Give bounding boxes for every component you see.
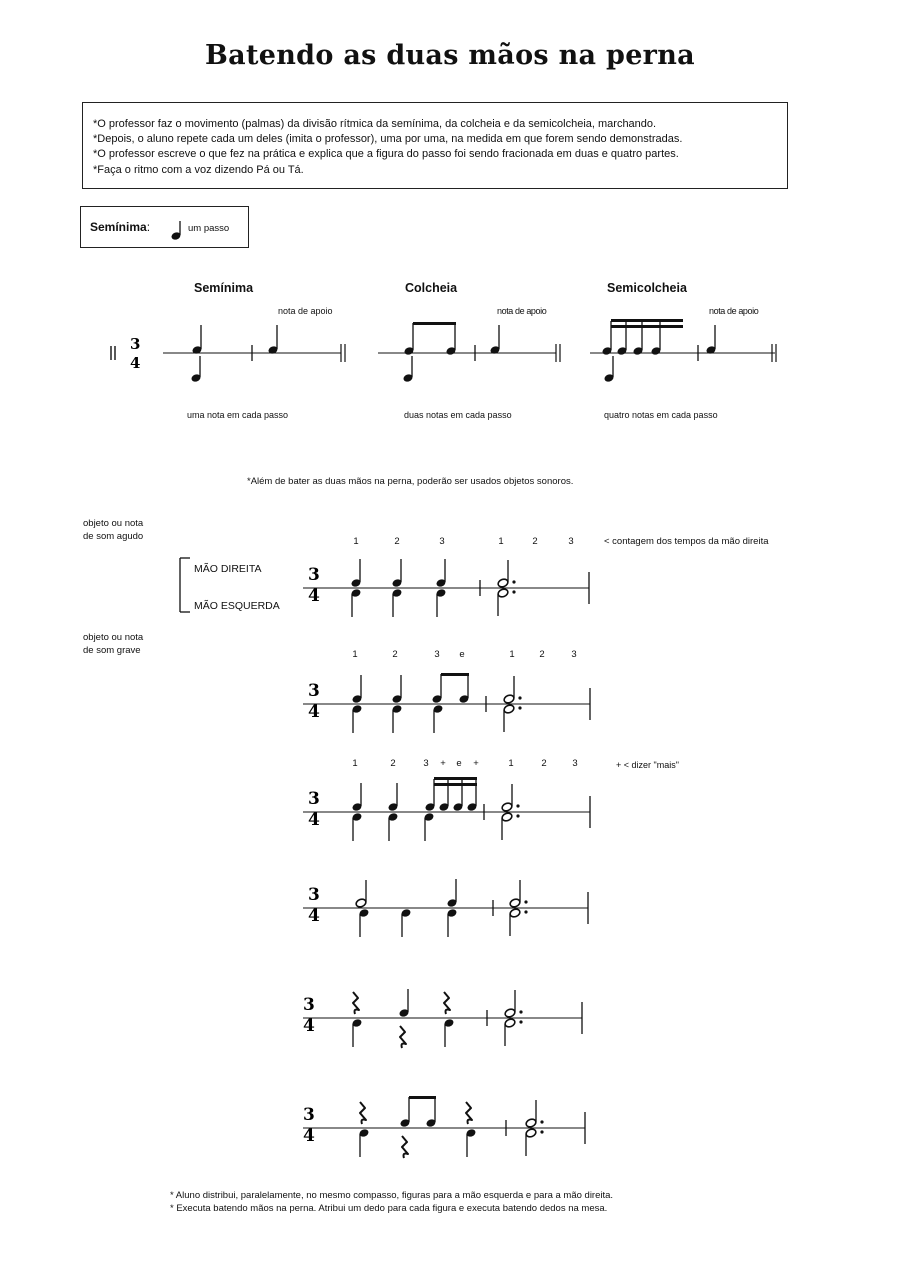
instruction-line: *O professor faz o movimento (palmas) da divisão rítmica da semínima, da colcheia e da semicolcheia, marchando. (93, 118, 657, 130)
augmentation-dot (512, 590, 515, 593)
count-label: + (440, 758, 446, 769)
dotted-half-note (525, 1118, 537, 1128)
mais-note: + < dizer "mais" (616, 760, 679, 770)
count-label: e (459, 649, 465, 660)
section-caption: uma nota em cada passo (187, 410, 289, 420)
time-signature-top: 3 (303, 1105, 315, 1125)
objects-note: *Além de bater as duas mãos na perna, poderão ser usados objetos sonoros. (247, 476, 574, 487)
right-hand-label: MÃO DIREITA (194, 563, 262, 575)
augmentation-dot (524, 910, 527, 913)
time-signature-top: 3 (308, 789, 320, 809)
quarter-rest (444, 992, 450, 1014)
count-label: 1 (353, 536, 359, 547)
section-title-colcheia: Colcheia (405, 281, 458, 295)
quarter-rest (402, 1136, 408, 1158)
augmentation-dot (524, 900, 527, 903)
count-label: 1 (352, 758, 358, 769)
count-label: 2 (532, 536, 538, 547)
right-hand-count-note: < contagem dos tempos da mão direita (604, 536, 769, 547)
time-signature-bottom: 4 (308, 586, 320, 606)
dotted-half-note (504, 1018, 516, 1028)
seminima-label: Semínima (90, 220, 147, 234)
dotted-half-note (497, 588, 509, 598)
quarter-rest (360, 1102, 366, 1124)
quarter-rest (400, 1026, 406, 1048)
quarter-rest (353, 992, 359, 1014)
dotted-half-note (525, 1128, 537, 1138)
augmentation-dot (516, 804, 519, 807)
augmentation-dot (518, 696, 521, 699)
time-signature-bottom: 4 (308, 810, 320, 830)
footer-line: * Executa batendo mãos na perna. Atribui um dedo para cada figura e executa batendo dedos na mesa. (170, 1203, 608, 1214)
count-label: 2 (390, 758, 396, 769)
half-note-head (355, 898, 367, 908)
instruction-line: *O professor escreve o que fez na prática e explica que a figura do passo foi sendo fracionada em duas e quatro partes. (93, 148, 679, 161)
dotted-half-note (509, 898, 521, 908)
low-sound-line: de som grave (83, 645, 141, 656)
support-note-label: nota de apoio (497, 306, 547, 316)
dotted-half-note (501, 802, 513, 812)
time-signature-bottom: 4 (303, 1016, 315, 1036)
eighth-beam (441, 673, 469, 676)
sixteenth-beam (611, 319, 683, 322)
count-label: 2 (539, 649, 545, 660)
time-signature-top: 3 (130, 335, 141, 353)
time-signature-bottom: 4 (303, 1126, 315, 1146)
augmentation-dot (516, 814, 519, 817)
count-label: 2 (541, 758, 547, 769)
count-label: 1 (352, 649, 358, 660)
count-label: 3 (571, 649, 577, 660)
augmentation-dot (518, 706, 521, 709)
section-caption: quatro notas em cada passo (604, 410, 718, 420)
augmentation-dot (512, 580, 515, 583)
eighth-beam (409, 1096, 436, 1099)
count-label: 3 (439, 536, 445, 547)
count-label: e (456, 758, 462, 769)
section-caption: duas notas em cada passo (404, 410, 512, 420)
high-sound-line: objeto ou nota (83, 518, 144, 529)
count-label: + (473, 758, 479, 769)
dotted-half-note (503, 704, 515, 714)
dotted-half-note (503, 694, 515, 704)
left-hand-label: MÃO ESQUERDA (194, 600, 280, 612)
time-signature-bottom: 4 (308, 702, 320, 722)
time-signature-bottom: 4 (130, 354, 141, 372)
count-label: 2 (392, 649, 398, 660)
dotted-half-note (504, 1008, 516, 1018)
instruction-line: *Depois, o aluno repete cada um deles (imita o professor), uma por uma, na medida em que forem sendo demonstradas. (93, 133, 683, 146)
count-label: 3 (572, 758, 578, 769)
time-signature-top: 3 (308, 681, 320, 701)
footer-line: * Aluno distribui, paralelamente, no mesmo compasso, figuras para a mão esquerda e para a mão direita. (170, 1190, 614, 1201)
augmentation-dot (519, 1020, 522, 1023)
time-signature-bottom: 4 (308, 906, 320, 926)
page-title: Batendo as duas mãos na perna (205, 40, 695, 71)
augmentation-dot (540, 1130, 543, 1133)
seminima-colon: : (146, 220, 151, 234)
dotted-half-note (501, 812, 513, 822)
section-title-semicolcheia: Semicolcheia (607, 281, 687, 295)
high-sound-line: de som agudo (83, 531, 144, 542)
seminima-description: um passo (188, 223, 230, 234)
time-signature-top: 3 (308, 565, 320, 585)
support-note-label: nota de apoio (278, 306, 333, 316)
count-label: 3 (423, 758, 429, 769)
time-signature-top: 3 (308, 885, 320, 905)
count-label: 1 (498, 536, 504, 547)
count-label: 3 (434, 649, 440, 660)
sixteenth-beam (434, 783, 477, 786)
sixteenth-beam (434, 777, 477, 780)
time-signature-top: 3 (303, 995, 315, 1015)
sixteenth-beam (611, 325, 683, 328)
dotted-half-note (509, 908, 521, 918)
eighth-beam (413, 322, 456, 325)
count-label: 2 (394, 536, 400, 547)
count-label: 1 (508, 758, 514, 769)
count-label: 3 (568, 536, 574, 547)
augmentation-dot (540, 1120, 543, 1123)
support-note-label: nota de apoio (709, 306, 759, 316)
quarter-rest (466, 1102, 472, 1124)
section-title-seminima: Semínima (194, 281, 254, 295)
low-sound-line: objeto ou nota (83, 632, 144, 643)
instruction-line: *Faça o ritmo com a voz dizendo Pá ou Tá. (93, 163, 304, 176)
augmentation-dot (519, 1010, 522, 1013)
count-label: 1 (509, 649, 515, 660)
dotted-half-note (497, 578, 509, 588)
